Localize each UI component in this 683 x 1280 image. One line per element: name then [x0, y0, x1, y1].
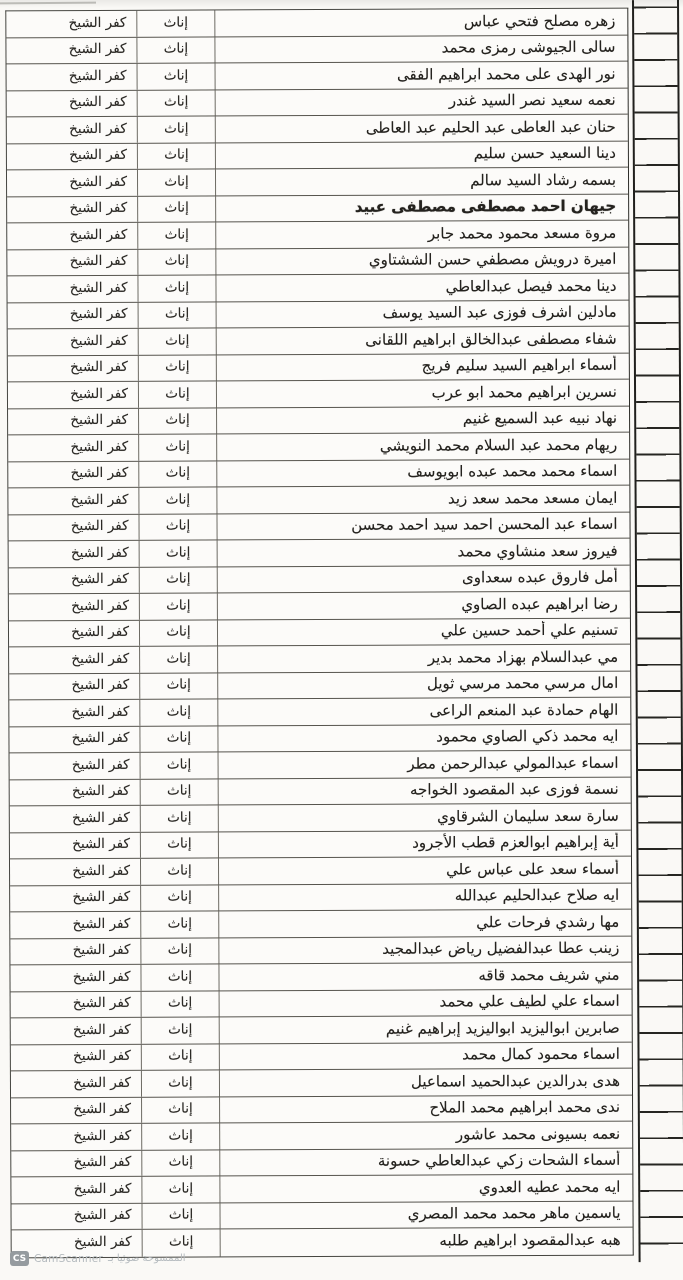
gender-cell: إناث — [141, 1097, 220, 1123]
gender-cell: إناث — [137, 249, 216, 275]
county-cell: كفر الشيخ — [73, 1234, 132, 1251]
county-cell: كفر الشيخ — [71, 756, 130, 773]
gender-cell: إناث — [137, 90, 216, 116]
county-cell: كفر الشيخ — [69, 120, 127, 137]
camscanner-badge-icon: CS — [10, 1251, 29, 1266]
county-cell: كفر الشيخ — [73, 1127, 132, 1144]
table-row — [9, 618, 630, 647]
gender-cell: إناث — [139, 646, 218, 672]
name-cell: ايه محمد ذكي الصاوي محمود — [436, 726, 619, 746]
table-row — [9, 645, 630, 674]
name-cell: أمل فاروق عبده سعداوى — [461, 567, 618, 587]
county-cell: كفر الشيخ — [69, 279, 128, 296]
name-cell: أية إبراهيم ابوالعزم قطب الأجرود — [412, 832, 619, 852]
name-cell: زينب عطا عبدالفضيل رياض عبدالمجيد — [382, 938, 620, 958]
table-row — [6, 35, 627, 64]
table-row — [7, 221, 628, 250]
county-cell: كفر الشيخ — [72, 862, 131, 879]
county-cell: كفر الشيخ — [73, 1180, 132, 1197]
county-cell: كفر الشيخ — [73, 1101, 132, 1118]
table-row — [10, 751, 631, 780]
name-cell: صابرين ابواليزيد ابواليزيد إبراهيم غنيم — [385, 1018, 620, 1038]
name-cell: ايه محمد عطيه العدوي — [478, 1177, 621, 1197]
county-cell: كفر الشيخ — [71, 677, 130, 694]
county-cell: كفر الشيخ — [69, 173, 128, 190]
name-cell: هبه عبدالمقصود ابراهيم طلبه — [439, 1230, 621, 1250]
table-row — [7, 194, 628, 223]
name-cell: دينا السعيد حسن سليم — [473, 143, 616, 163]
county-cell: كفر الشيخ — [72, 942, 131, 959]
table-row — [8, 353, 629, 382]
name-cell: جيهان احمد مصطفى مصطفى عبيد — [354, 196, 617, 217]
table-row — [9, 539, 630, 568]
gender-cell: إناث — [137, 196, 216, 222]
name-cell: نعمه بسيونى محمد عاشور — [455, 1124, 621, 1144]
table-row — [11, 989, 632, 1018]
county-cell: كفر الشيخ — [73, 1154, 132, 1171]
table-row — [9, 592, 630, 621]
roster-table — [5, 8, 633, 1258]
table-row — [8, 327, 629, 356]
table-row — [9, 565, 630, 594]
county-cell: كفر الشيخ — [70, 385, 128, 402]
gender-cell: إناث — [138, 381, 217, 407]
gender-cell: إناث — [136, 37, 215, 63]
gender-cell: إناث — [140, 911, 219, 937]
table-row — [11, 1122, 632, 1151]
gender-cell: إناث — [136, 10, 215, 36]
name-cell: زهره مصلح فتحي عباس — [463, 11, 616, 31]
gender-cell: إناث — [139, 673, 218, 699]
camscanner-label-latin: CamScanner — [34, 1252, 103, 1265]
scan-top-shading — [0, 0, 683, 8]
county-cell: كفر الشيخ — [72, 1021, 131, 1038]
table-row — [10, 936, 631, 965]
county-cell: كفر الشيخ — [72, 995, 131, 1012]
table-row — [11, 1175, 632, 1204]
county-cell: كفر الشيخ — [70, 412, 129, 429]
gender-cell: إناث — [140, 832, 219, 858]
gender-cell: إناث — [141, 1123, 220, 1149]
name-cell: دينا محمد فيصل عبدالعاطي — [445, 276, 617, 296]
table-row — [7, 168, 628, 197]
county-cell: كفر الشيخ — [71, 730, 130, 747]
table-row — [10, 883, 631, 912]
county-cell: كفر الشيخ — [70, 438, 129, 455]
county-cell: كفر الشيخ — [71, 571, 129, 588]
table-row — [11, 1095, 632, 1124]
county-cell: كفر الشيخ — [72, 836, 130, 853]
table-row — [11, 1069, 632, 1098]
gender-cell: إناث — [139, 620, 218, 646]
table-row — [11, 1016, 632, 1045]
gender-cell: إناث — [138, 328, 217, 354]
county-cell: كفر الشيخ — [71, 650, 130, 667]
name-cell: اسماء محمود كمال محمد — [462, 1044, 620, 1064]
gender-cell: إناث — [138, 514, 217, 540]
gender-cell: إناث — [139, 540, 218, 566]
gender-cell: إناث — [140, 938, 219, 964]
gender-cell: إناث — [140, 858, 219, 884]
table-row — [11, 1201, 632, 1230]
county-cell: كفر الشيخ — [72, 968, 131, 985]
county-cell: كفر الشيخ — [68, 41, 127, 58]
county-cell: كفر الشيخ — [72, 809, 130, 826]
name-cell: مها رشدي فرحات علي — [476, 912, 620, 932]
name-cell: ندى محمد ابراهيم محمد الملاح — [429, 1097, 621, 1117]
county-cell: كفر الشيخ — [73, 1048, 131, 1065]
name-cell: الهام حمادة عبد المنعم الراعى — [429, 700, 619, 720]
name-cell: مي عبدالسلام بهزاد محمد بدير — [427, 647, 619, 667]
county-cell: كفر الشيخ — [72, 889, 131, 906]
gender-cell: إناث — [137, 63, 216, 89]
name-cell: ريهام محمد عبد السلام محمد النويشي — [379, 435, 618, 455]
name-cell: نور الهدى على محمد ابراهيم الفقى — [396, 64, 616, 84]
gender-cell: إناث — [141, 991, 220, 1017]
gender-cell: إناث — [140, 752, 219, 778]
gender-cell: إناث — [139, 699, 218, 725]
county-cell: كفر الشيخ — [69, 332, 128, 349]
county-cell: كفر الشيخ — [69, 253, 128, 270]
name-cell: فيروز سعد منشاوي محمد — [457, 541, 618, 561]
name-cell: رضا ابراهيم عبده الصاوي — [461, 594, 618, 614]
gender-cell: إناث — [137, 116, 216, 142]
county-cell: كفر الشيخ — [71, 703, 130, 720]
gender-cell: إناث — [140, 779, 219, 805]
gender-cell: إناث — [142, 1229, 221, 1256]
county-cell: كفر الشيخ — [73, 1074, 131, 1091]
table-row — [7, 247, 628, 276]
name-cell: مني شريف محمد قاقه — [478, 965, 620, 985]
table-row — [7, 141, 628, 170]
table-row — [11, 1148, 632, 1177]
name-cell: نعمه سعيد نصر السيد غندر — [448, 90, 616, 110]
gender-cell: إناث — [139, 593, 218, 619]
county-cell: كفر الشيخ — [69, 226, 128, 243]
gender-cell: إناث — [138, 461, 217, 487]
name-cell: حنان عبد العاطى عبد الحليم عبد العاطى — [365, 117, 616, 137]
gender-cell: إناث — [138, 355, 217, 381]
county-cell: كفر الشيخ — [73, 1207, 132, 1224]
gender-cell: إناث — [141, 1070, 220, 1096]
table-row — [10, 910, 631, 939]
county-cell: كفر الشيخ — [70, 491, 129, 508]
name-cell: سارة سعد سليمان الشرقاوي — [437, 806, 619, 826]
gender-cell: إناث — [137, 275, 216, 301]
name-cell: اميرة درويش مصطفي حسن الششتاوي — [368, 249, 617, 270]
name-cell: امال مرسي محمد مرسي ثويل — [426, 673, 619, 693]
name-cell: مادلين اشرف فوزى عبد السيد يوسف — [382, 302, 617, 322]
gender-cell: إناث — [137, 222, 216, 248]
gender-cell: إناث — [141, 1176, 220, 1202]
county-cell: كفر الشيخ — [69, 200, 128, 217]
table-row — [7, 62, 628, 91]
table-row — [8, 433, 629, 462]
county-cell: كفر الشيخ — [71, 624, 130, 641]
name-cell: نسرين ابراهيم محمد ابو عرب — [431, 382, 617, 402]
margin-column — [632, 0, 683, 1262]
table-row — [8, 459, 629, 488]
table-row — [8, 300, 629, 329]
county-cell: كفر الشيخ — [69, 147, 127, 164]
camscanner-watermark — [10, 1251, 186, 1266]
table-row — [10, 963, 631, 992]
name-cell: اسماء محمد محمد عبده ابويوسف — [407, 461, 618, 481]
table-row — [8, 512, 629, 541]
gender-cell: إناث — [138, 302, 217, 328]
name-cell: ايمان مسعد محمد سعد زيد — [447, 488, 618, 508]
name-cell: ياسمين ماهر محمد محمد المصري — [407, 1203, 621, 1223]
table-row — [10, 777, 631, 806]
gender-cell: إناث — [140, 964, 219, 990]
name-cell: نسمة فوزى عبد المقصود الخواجه — [409, 779, 619, 799]
name-cell: أسماء ابراهيم السيد سليم فريج — [421, 355, 617, 375]
gender-cell: إناث — [141, 1044, 220, 1070]
table-row — [8, 406, 629, 435]
county-cell: كفر الشيخ — [71, 597, 129, 614]
gender-cell: إناث — [138, 408, 217, 434]
name-cell: أسماء الشحات زكي عبدالعاطي حسونة — [377, 1150, 621, 1171]
county-cell: كفر الشيخ — [68, 67, 127, 84]
table-row — [7, 115, 628, 144]
table-row — [9, 671, 630, 700]
gender-cell: إناث — [141, 1017, 220, 1043]
table-row — [7, 274, 628, 303]
name-cell: هدى بدرالدين عبدالحميد اسماعيل — [410, 1071, 620, 1091]
county-cell: كفر الشيخ — [68, 14, 127, 31]
gender-cell: إناث — [140, 805, 219, 831]
county-cell: كفر الشيخ — [70, 518, 129, 535]
camscanner-label-arabic: الممسوحة ضوئيا بـ — [107, 1253, 186, 1264]
name-cell: سالى الجيوشى رمزى محمد — [441, 37, 616, 57]
name-cell: تسنيم علي أحمد حسين علي — [440, 620, 619, 640]
gender-cell: إناث — [138, 434, 217, 460]
county-cell: كفر الشيخ — [72, 915, 131, 932]
table-row — [6, 9, 627, 38]
name-cell: اسماء عبدالمولي عبدالرحمن مطر — [407, 753, 619, 773]
gender-cell: إناث — [140, 885, 219, 911]
name-cell: نهاد نبيه عبد السميع غنيم — [462, 408, 618, 428]
table-row — [9, 724, 630, 753]
county-cell: كفر الشيخ — [71, 783, 130, 800]
county-cell: كفر الشيخ — [70, 359, 128, 376]
county-cell: كفر الشيخ — [70, 465, 129, 482]
gender-cell: إناث — [137, 169, 216, 195]
gender-cell: إناث — [141, 1150, 220, 1176]
gender-cell: إناث — [139, 567, 218, 593]
gender-cell: إناث — [139, 726, 218, 752]
name-cell: شفاء مصطفى عبدالخالق ابراهيم اللقانى — [365, 329, 617, 349]
name-cell: اسماء عبد المحسن احمد سيد احمد محسن — [351, 514, 618, 535]
table-row — [11, 1042, 632, 1071]
county-cell: كفر الشيخ — [68, 94, 127, 111]
county-cell: كفر الشيخ — [69, 306, 128, 323]
county-cell: كفر الشيخ — [70, 544, 129, 561]
table-row — [10, 830, 631, 859]
gender-cell: إناث — [137, 143, 216, 169]
name-cell: مروة مسعد محمود محمد جابر — [427, 223, 617, 243]
table-row — [10, 857, 631, 886]
table-row — [8, 486, 629, 515]
table-row — [10, 804, 631, 833]
gender-cell: إناث — [138, 487, 217, 513]
name-cell: بسمه رشاد السيد سالم — [470, 170, 617, 190]
table-row — [9, 698, 630, 727]
table-row — [8, 380, 629, 409]
table-row — [7, 88, 628, 117]
name-cell: اسماء علي لطيف علي محمد — [439, 991, 620, 1011]
gender-cell: إناث — [141, 1203, 220, 1229]
name-cell: ايه صلاح عبدالحليم عبدالله — [454, 885, 620, 905]
name-cell: أسماء سعد على عباس علي — [446, 859, 620, 879]
